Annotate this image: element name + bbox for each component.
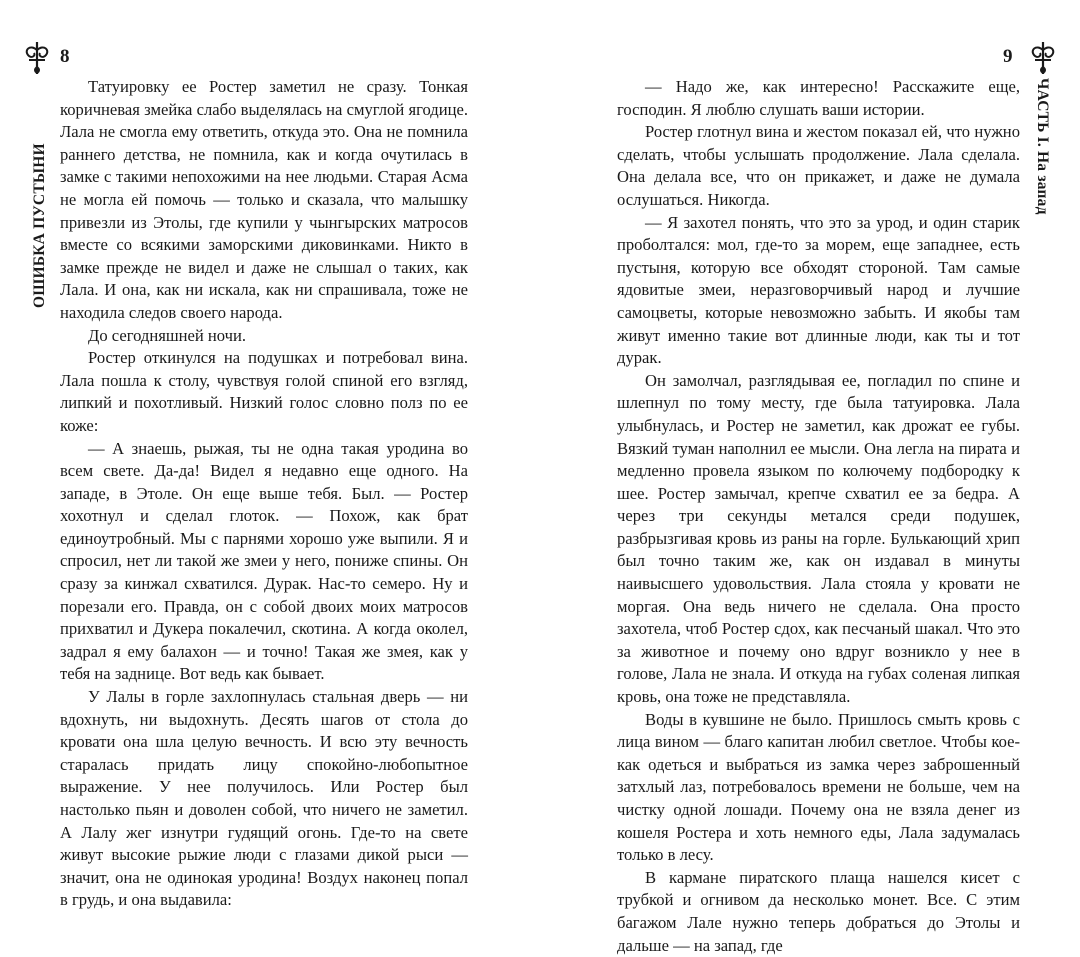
text-column	[617, 76, 1020, 957]
paragraph: В кармане пиратского плаща нашелся кисет с трубкой и огнивом да несколько монет. Все. С этим багажом Лале нужно теперь добраться до Этолы и дальше — на запад, где	[617, 867, 1020, 955]
page-number: 9	[1003, 46, 1013, 67]
paragraph: До сегодняшней ночи.	[88, 325, 247, 345]
paragraph: У Лалы в горле захлопнулась стальная дверь — ни вдохнуть, ни выдохнуть. Десять шагов от стола до кровати она шла целую вечность. И всю эту вечность старалась придать лицу спокойно-любопытное выражение. У нее получилось. Или Ростер был настолько пьян и доволен собой, что ничего не заметил. А Лалу жег изнутри гудящий огонь. Где-то на свете живут высокие рыжие люди с глазами дикой рыси — значит, она не одинокая уродина! Воздух наконец попал в грудь, и она выдавила:	[60, 687, 468, 910]
paragraph: — Я захотел понять, что это за урод, и один старик проболтался: мол, где-то за морем, еще западнее, есть пустыня, которую все обходят стороной. Там самые ядовитые змеи, неразговорчивый народ и лучшие самоцветы, которые невозможно забыть. И якобы там живут именно такие вот длинные люди, как ты и тот дурак.	[617, 212, 1020, 368]
paragraph: — Надо же, как интересно! Расскажите еще, господин. Я люблю слушать ваши истории.	[617, 77, 1020, 119]
fleuron-icon	[1028, 40, 1058, 76]
paragraph: — А знаешь, рыжая, ты не одна такая уродина во всем свете. Да-да! Видел я недавно еще одного. На западе, в Этоле. Он еще выше тебя. Был. — Ростер хохотнул и сделал глоток. — Похож, как брат единоутробный. Мы с парнями хорошо уже выпили. Я и спросил, нет ли такой же змеи у него, пониже спины. Он сразу за кинжал схватился. Дурак. Нас-то семеро. Ну и порезали его. Правда, он с собой двоих моих матросов прихватил и Дукера покалечил, скотина. А когда околел, задрал я ему балахон — и точно! Такая же змея, как у тебя на заднице. Вот ведь как бывает.	[60, 438, 468, 684]
page-number: 8	[60, 46, 70, 67]
text-column	[60, 76, 468, 912]
paragraph: Он замолчал, разглядывая ее, погладил по спине и шлепнул по тому месту, где была татуировка. Лала улыбнулась, и Ростер не заметил, как дрожат ее губы. Вязкий туман наполнил ее мысли. Она легла на пирата и медленно провела языком по колючему подбородку к шее. Ростер замычал, крепче схватил ее за бедра. А через три секунды метался среди подушек, разбрызгивая кровь из раны на горле. Булькающий хрип был точно таким же, как он издавал в минуты наивысшего удовольствия. Лала стояла у кровати не моргая. Она ведь ничего не сделала. Она просто захотела, чтоб Ростер сдох, как песчаный шакал. Что это за животное и почему оно вдруг возникло у нее в голове, Лала не знала. И откуда на губах соленая липкая кровь, она тоже не представляла.	[617, 370, 1020, 707]
paragraph: Ростер глотнул вина и жестом показал ей, что нужно сделать, чтобы услышать продолжение. Лала сделала. Она делала все, что он прикажет, и даже не думала ослушаться. Никогда.	[617, 122, 1020, 209]
paragraph: Воды в кувшине не было. Пришлось смыть кровь с лица вином — благо капитан любил светлое. Чтобы кое-как одеться и выбраться из замка через заброшенный затхлый лаз, потребовалось времени не больше, чем на чистку одной лошади. Почему она не взяла денег из кошеля Ростера и хоть немного еды, Лала задумалась только в лесу.	[617, 709, 1020, 865]
paragraph: Ростер откинулся на подушках и потребовал вина. Лала пошла к столу, чувствуя голой спиной его взгляд, липкий и похотливый. Низкий голос словно полз по ее коже:	[60, 348, 468, 435]
running-title: ЧАСТЬ I. На запад	[1034, 78, 1051, 215]
fleuron-icon	[22, 40, 52, 76]
paragraph: Татуировку ее Ростер заметил не сразу. Тонкая коричневая змейка слабо выделялась на смуглой ягодице. Лала не смогла ему ответить, откуда это. Она не помнила раннего детства, не помнила, как и когда очутилась в замке с такими непохожими на нее людьми. Старая Асма не могла ей помочь — только и сказала, что малышку привезли из Этолы, где купили у чынгырских матросов вместе со всякими заморскими диковинками. Никто в замке прежде не видел и даже не слышал о таких, как Лала. И она, как ни искала, как ни спрашивала, тоже не находила следов своего народа.	[60, 77, 468, 322]
running-title: ОШИБКА ПУСТЫНИ	[31, 143, 48, 308]
